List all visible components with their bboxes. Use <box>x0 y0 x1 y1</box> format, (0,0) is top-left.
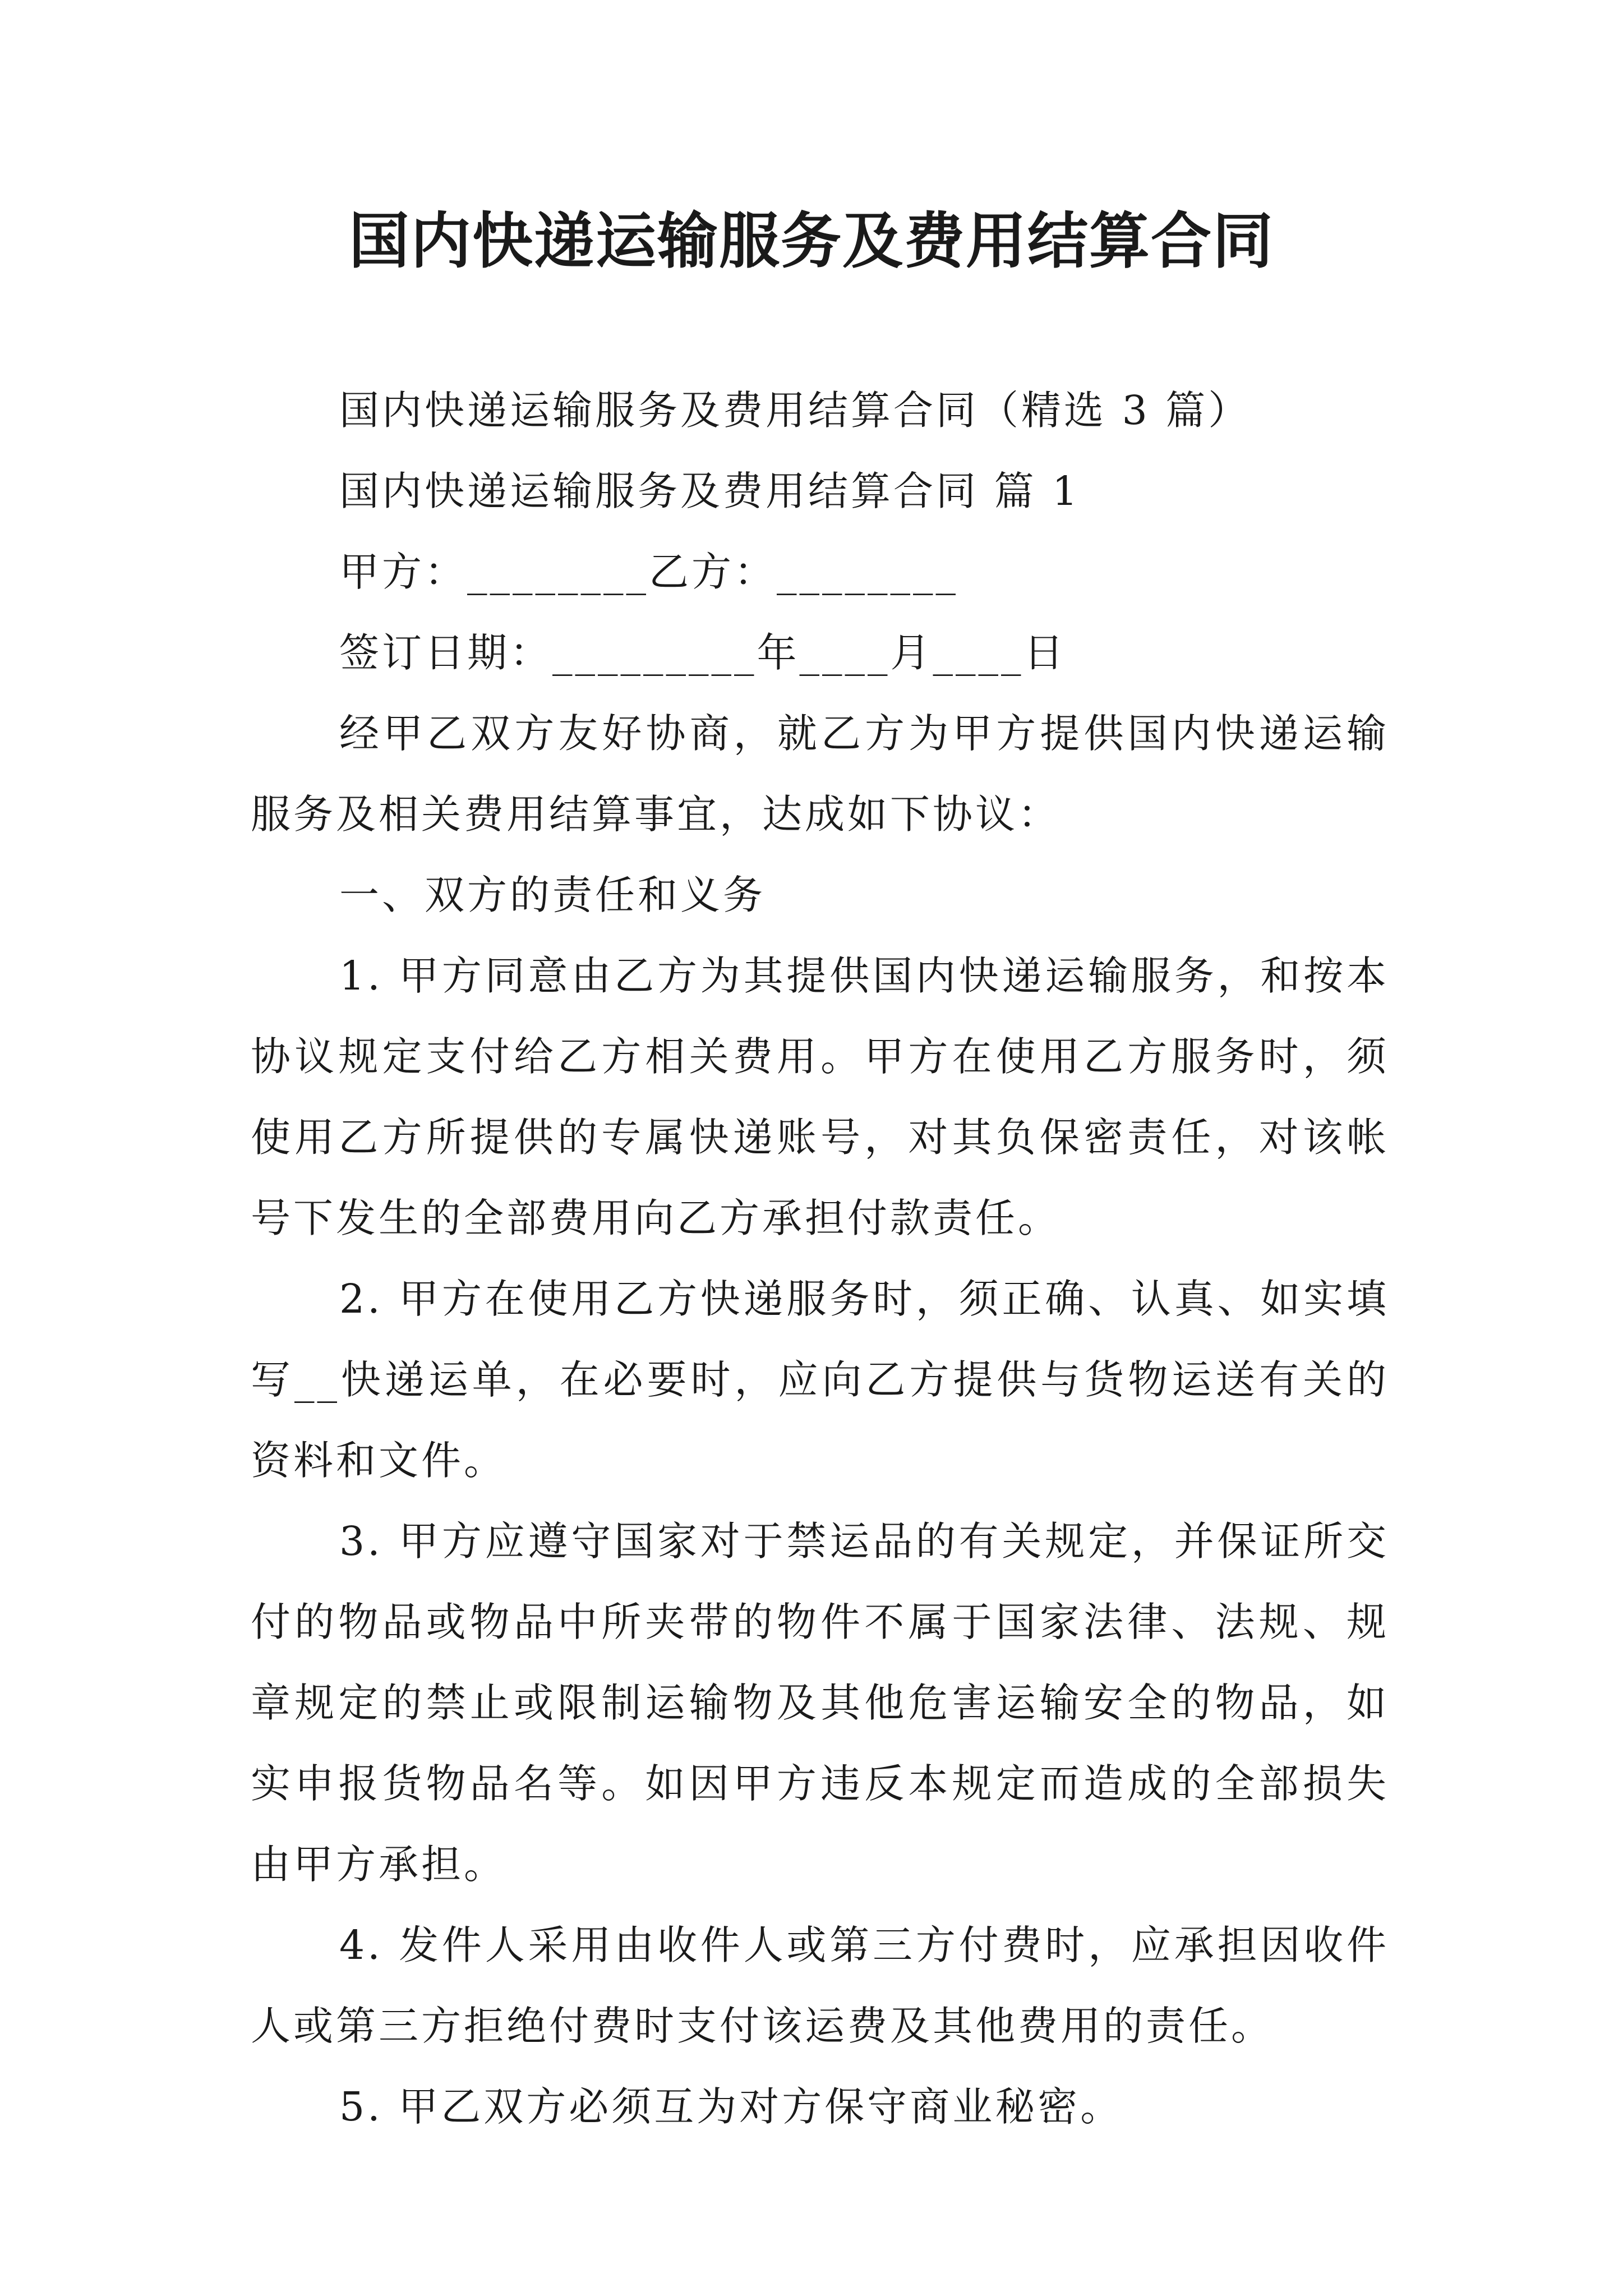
paragraph-clause-4: 4. 发件人采用由收件人或第三方付费时，应承担因收件人或第三方拒绝付费时支付该运费及其他费用的责任。 <box>251 1922 1389 2049</box>
paragraph-chapter-one: 一、双方的责任和义务 <box>339 872 766 918</box>
paragraph-sign-date: 签订日期：_________年____月____日 <box>339 629 1067 676</box>
paragraph-preamble: 经甲乙双方友好协商，就乙方为甲方提供国内快递运输服务及相关费用结算事宜，达成如下协议： <box>251 710 1389 838</box>
paragraph-clause-5: 5. 甲乙双方必须互为对方保守商业秘密。 <box>339 2083 1123 2130</box>
paragraph-clause-2: 2. 甲方在使用乙方快递服务时，须正确、认真、如实填写__快递运单，在必要时，应向乙方提供与货物运送有关的资料和文件。 <box>251 1276 1389 1484</box>
document-body <box>251 370 1389 2147</box>
paragraph-clause-3: 3. 甲方应遵守国家对于禁运品的有关规定，并保证所交付的物品或物品中所夹带的物件不属于国家法律、法规、规章规定的禁止或限制运输物及其他危害运输安全的物品，如实申报货物品名等。如因甲方违反本规定而造成的全部损失由甲方承担。 <box>251 1518 1389 1888</box>
paragraph-clause-1: 1. 甲方同意由乙方为其提供国内快递运输服务，和按本协议规定支付给乙方相关费用。甲方在使用乙方服务时，须使用乙方所提供的专属快递账号，对其负保密责任，对该帐号下发生的全部费用向乙方承担付款责任。 <box>251 953 1389 1241</box>
paragraph-parties: 甲方：________乙方：________ <box>339 549 959 595</box>
document-title: 国内快递运输服务及费用结算合同 <box>348 206 1274 277</box>
paragraph-section-heading: 国内快递运输服务及费用结算合同 篇 1 <box>339 468 1081 514</box>
paragraph-subtitle: 国内快递运输服务及费用结算合同（精选 3 篇） <box>339 387 1251 434</box>
